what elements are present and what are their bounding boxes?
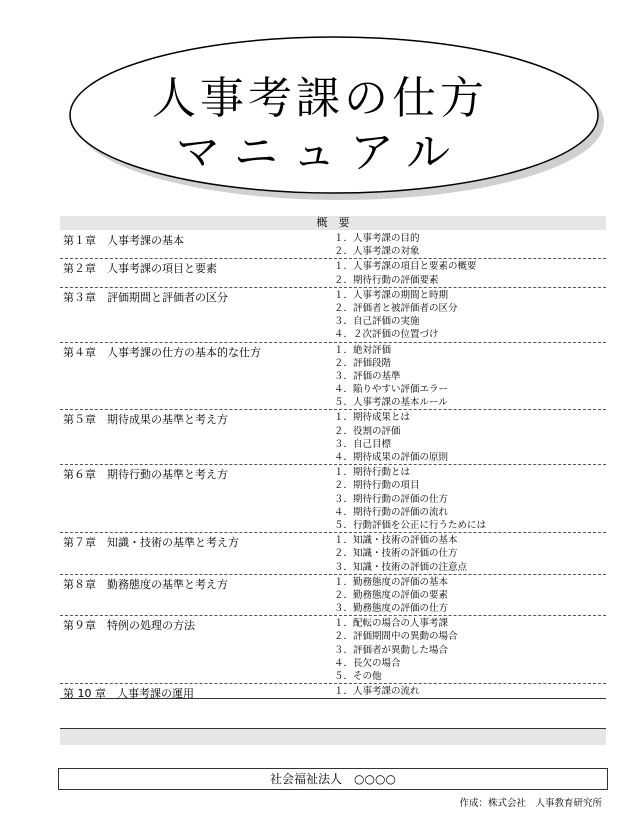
chapter-item: ２．期待行動の項目 [334, 480, 420, 492]
chapter-title: 第２章 人事考課の項目と要素 [63, 262, 217, 276]
chapter-row [60, 259, 606, 287]
chapter-row [60, 684, 606, 699]
chapter-item: ３．知識・技術の評価の注意点 [334, 561, 468, 573]
chapter-row [60, 288, 606, 343]
chapter-items [334, 684, 606, 698]
chapter-item: １．期待行動とは [334, 467, 411, 479]
chapter-item: １．絶対評価 [334, 344, 392, 356]
chapter-item: ３．期待行動の評価の仕方 [334, 493, 449, 505]
chapter-item: ４．陥りやすい評価エラー [334, 384, 449, 396]
chapter-items [334, 533, 606, 574]
chapter-row [60, 343, 606, 411]
author-credit: 作成：株式会社 人事教育研究所 [459, 798, 602, 809]
chapter-item: １．人事考課の流れ [334, 686, 420, 698]
chapter-title: 第１章 人事考課の基本 [63, 234, 184, 247]
chapter-item: ２．評価期間中の異動の場合 [334, 631, 458, 643]
blank-row [60, 712, 606, 729]
chapter-title: 第７章 知識・技術の基準と考え方 [63, 536, 239, 550]
chapter-item: ５．人事考課の基本ルール [334, 397, 448, 409]
chapter-item: １．配転の場合の人事考課 [334, 618, 449, 630]
chapter-item: ３．自己目標 [334, 438, 392, 450]
chapter-item: ２．評価段階 [334, 357, 392, 369]
chapter-row [60, 410, 606, 465]
chapter-title: 第 10 章 人事考課の運用 [63, 687, 194, 701]
chapter-row [60, 533, 606, 575]
chapter-item: １．人事考課の目的 [334, 233, 420, 244]
document-title: 人事考課の仕方 [152, 73, 488, 124]
chapter-item: ２．知識・技術の評価の仕方 [334, 548, 458, 560]
chapter-row [60, 465, 606, 533]
chapter-items [334, 575, 606, 616]
chapter-item: ５．その他 [334, 671, 382, 682]
chapter-item: ５．行動評価を公正に行うためには [334, 519, 487, 531]
chapter-item: １．知識・技術の評価の基本 [334, 535, 458, 547]
chapter-item: １．人事考課の期間と時期 [334, 289, 449, 301]
chapter-items [334, 231, 606, 258]
chapter-title: 第９章 特例の処理の方法 [63, 619, 195, 633]
chapter-row [60, 231, 606, 259]
chapter-item: ４．期待成果の評価の原則 [334, 452, 449, 463]
chapter-item: ３．勤務態度の評価の仕方 [334, 603, 449, 615]
summary-header: 概 要 [60, 216, 606, 230]
chapter-items [334, 616, 606, 683]
chapter-items [334, 410, 606, 464]
chapter-title: 第８章 勤務態度の基準と考え方 [63, 577, 228, 591]
chapter-item: ４．期待行動の評価の流れ [334, 506, 449, 518]
organization-box: 社会福祉法人 ○○○○ [58, 768, 608, 790]
chapter-row [60, 616, 606, 684]
chapter-item: ２．期待行動の評価要素 [334, 274, 439, 286]
chapter-item: ３．評価者が異動した場合 [334, 644, 449, 656]
title-block [0, 0, 640, 205]
chapter-row [60, 575, 606, 617]
chapter-item: ２．勤務態度の評価の要素 [334, 589, 449, 601]
chapter-item: １．勤務態度の評価の基本 [334, 576, 449, 588]
chapter-item: ２．役割の評価 [334, 425, 401, 437]
chapter-items [334, 343, 606, 410]
chapter-items [334, 259, 606, 286]
chapter-item: ２．人事考課の対象 [334, 246, 420, 258]
chapter-items [334, 288, 606, 342]
chapter-item: ３．自己評価の実施 [334, 316, 420, 328]
chapter-item: １．期待成果とは [334, 412, 411, 424]
chapter-title: 第５章 期待成果の基準と考え方 [63, 413, 228, 427]
chapter-items [334, 465, 606, 532]
chapter-title: 第６章 期待行動の基準と考え方 [63, 468, 228, 482]
chapter-item: ４．２次評価の位置づけ [334, 329, 439, 341]
chapter-item: ２．評価者と被評価者の区分 [334, 302, 458, 314]
chapter-item: ３．評価の基準 [334, 370, 401, 382]
chapter-item: ４．長欠の場合 [334, 657, 401, 669]
chapter-title: 第４章 人事考課の仕方の基本的な仕方 [63, 345, 261, 359]
document-subtitle: マニュアル [175, 127, 465, 178]
chapter-list [60, 231, 606, 699]
chapter-item: １．人事考課の項目と要素の概要 [334, 261, 477, 273]
blank-row-shaded [60, 729, 606, 745]
chapter-title: 第３章 評価期間と評価者の区分 [63, 290, 228, 304]
